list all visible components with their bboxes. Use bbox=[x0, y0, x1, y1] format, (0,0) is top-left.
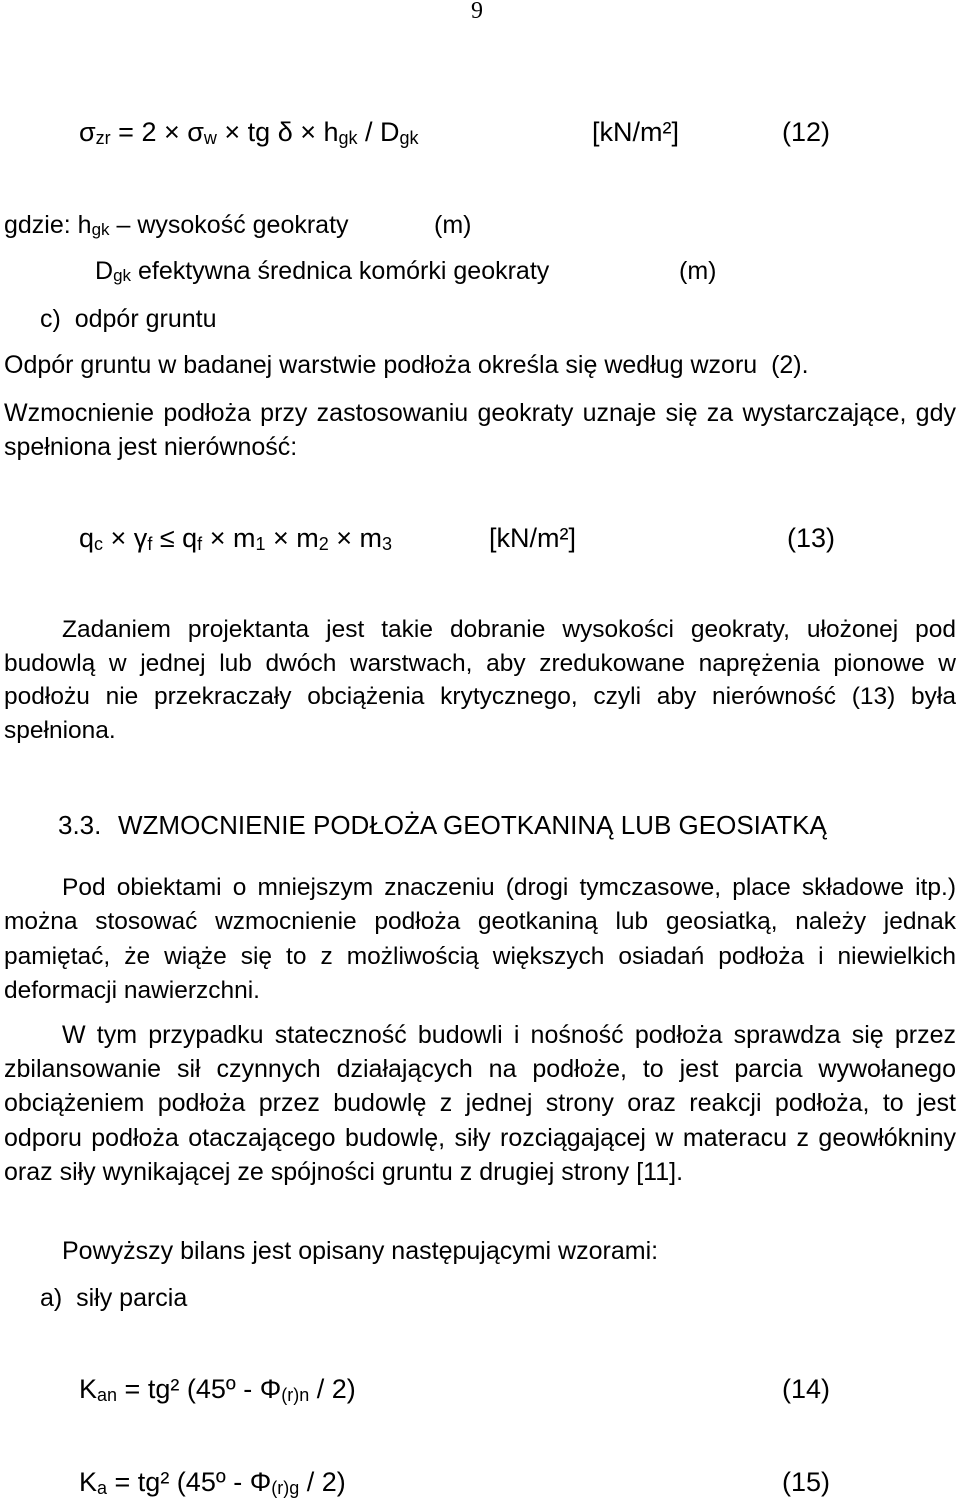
formula-13 bbox=[79, 522, 392, 557]
formula-subscript: (r)n bbox=[281, 1385, 310, 1405]
formula-subscript: f bbox=[197, 534, 203, 554]
line-odpor: Odpór gruntu w badanej warstwie podłoża określa się według wzoru (2). bbox=[4, 351, 809, 379]
formula-subscript: f bbox=[147, 534, 153, 554]
paragraph-wzmocnienie: Wzmocnienie podłoża przy zastosowaniu geokraty uznaje się za wystarczające, gdy spełniona jest nierówność: bbox=[4, 399, 956, 461]
paragraph-zadaniem: Zadaniem projektanta jest takie dobranie wysokości geokraty, ułożonej pod budowlą w jednej lub dwóch warstwach, aby zredukowane naprężenia pionowe w podłożu nie przekraczały obciążenia krytycznego, czyli aby nierówność (13) była spełniona. bbox=[4, 616, 956, 744]
formula-text: q bbox=[79, 523, 95, 553]
formula-text: / 2) bbox=[299, 1467, 346, 1497]
where-dgk-line bbox=[95, 254, 549, 291]
formula-text: / 2) bbox=[309, 1374, 356, 1404]
formula-text: × tg δ × h bbox=[216, 117, 339, 147]
section-title: WZMOCNIENIE PODŁOŻA GEOTKANINĄ LUB GEOSIATKĄ bbox=[118, 810, 827, 840]
list-item-a: a) siły parcia bbox=[40, 1284, 188, 1312]
paragraph-w-tym-przypadku: W tym przypadku stateczność budowli i nośność podłoża sprawdza się przez zbilansowanie sił czynnych działających na podłoże, to jest parcia wywołanego obciążeniem podłoża przez budowlę z jednej strony oraz reakcji podłoża, to jest odporu podłoża otaczającego budowlę, siły rozciągającej w materacu z geowłókniny oraz siły wynikającej ze spójności gruntu z drugiej strony [11]. bbox=[4, 1021, 956, 1186]
formula-subscript: gk bbox=[399, 128, 419, 148]
formula-12-unit: [kN/m²] bbox=[592, 117, 679, 147]
formula-14 bbox=[79, 1373, 356, 1408]
where-hgk-desc: – wysokość geokraty bbox=[109, 211, 349, 239]
formula-text: K bbox=[79, 1374, 98, 1404]
formula-text: = tg² (45º - Φ bbox=[107, 1467, 272, 1497]
where-dgk-unit: (m) bbox=[679, 257, 717, 285]
formula-15-number: (15) bbox=[782, 1467, 831, 1497]
formula-subscript: gk bbox=[113, 266, 132, 285]
formula-12 bbox=[79, 116, 419, 151]
where-hgk-line bbox=[4, 208, 349, 245]
where-hgk-unit: (m) bbox=[434, 211, 472, 239]
formula-text: = 2 × σ bbox=[110, 117, 204, 147]
line-powyzszy: Powyższy bilans jest opisany następującymi wzorami: bbox=[62, 1237, 659, 1265]
section-number: 3.3. bbox=[58, 810, 102, 840]
where-dgk-symbol: D bbox=[95, 257, 114, 285]
formula-13-unit: [kN/m²] bbox=[489, 523, 576, 553]
formula-subscript: 1 bbox=[255, 534, 266, 554]
formula-subscript: an bbox=[97, 1385, 118, 1405]
list-item-c: c) odpór gruntu bbox=[40, 305, 217, 333]
formula-subscript: 3 bbox=[382, 534, 393, 554]
formula-subscript: w bbox=[203, 128, 217, 148]
formula-12-number: (12) bbox=[782, 117, 831, 147]
where-prefix: gdzie: h bbox=[4, 211, 92, 239]
formula-subscript: (r)g bbox=[271, 1478, 300, 1498]
formula-subscript: a bbox=[97, 1478, 108, 1498]
paragraph-pod-obiektami: Pod obiektami o mniejszym znaczeniu (drogi tymczasowe, place składowe itp.) można stosować wzmocnienie podłoża geotkaniną lub geosiatką, należy jednak pamiętać, że wiąże się to z możliwością większych osiadań podłoża i niewielkich deformacji nawierzchni. bbox=[4, 874, 956, 1004]
formula-13-number: (13) bbox=[787, 523, 836, 553]
formula-14-number: (14) bbox=[782, 1374, 831, 1404]
formula-15 bbox=[79, 1466, 346, 1501]
formula-text: / D bbox=[357, 117, 400, 147]
formula-subscript: 2 bbox=[318, 534, 329, 554]
formula-text: ≤ q bbox=[152, 523, 198, 553]
formula-text: × m bbox=[328, 523, 383, 553]
formula-text: × m bbox=[202, 523, 256, 553]
formula-text: × m bbox=[265, 523, 319, 553]
formula-text: = tg² (45º - Φ bbox=[117, 1374, 282, 1404]
formula-subscript: c bbox=[94, 534, 104, 554]
formula-text: K bbox=[79, 1467, 98, 1497]
formula-subscript: zr bbox=[95, 128, 111, 148]
formula-text: σ bbox=[79, 117, 96, 147]
formula-text: × γ bbox=[103, 523, 148, 553]
where-dgk-desc: efektywna średnica komórki geokraty bbox=[131, 257, 550, 285]
formula-subscript: gk bbox=[338, 128, 358, 148]
page-number: 9 bbox=[471, 0, 483, 24]
formula-subscript: gk bbox=[91, 220, 110, 239]
